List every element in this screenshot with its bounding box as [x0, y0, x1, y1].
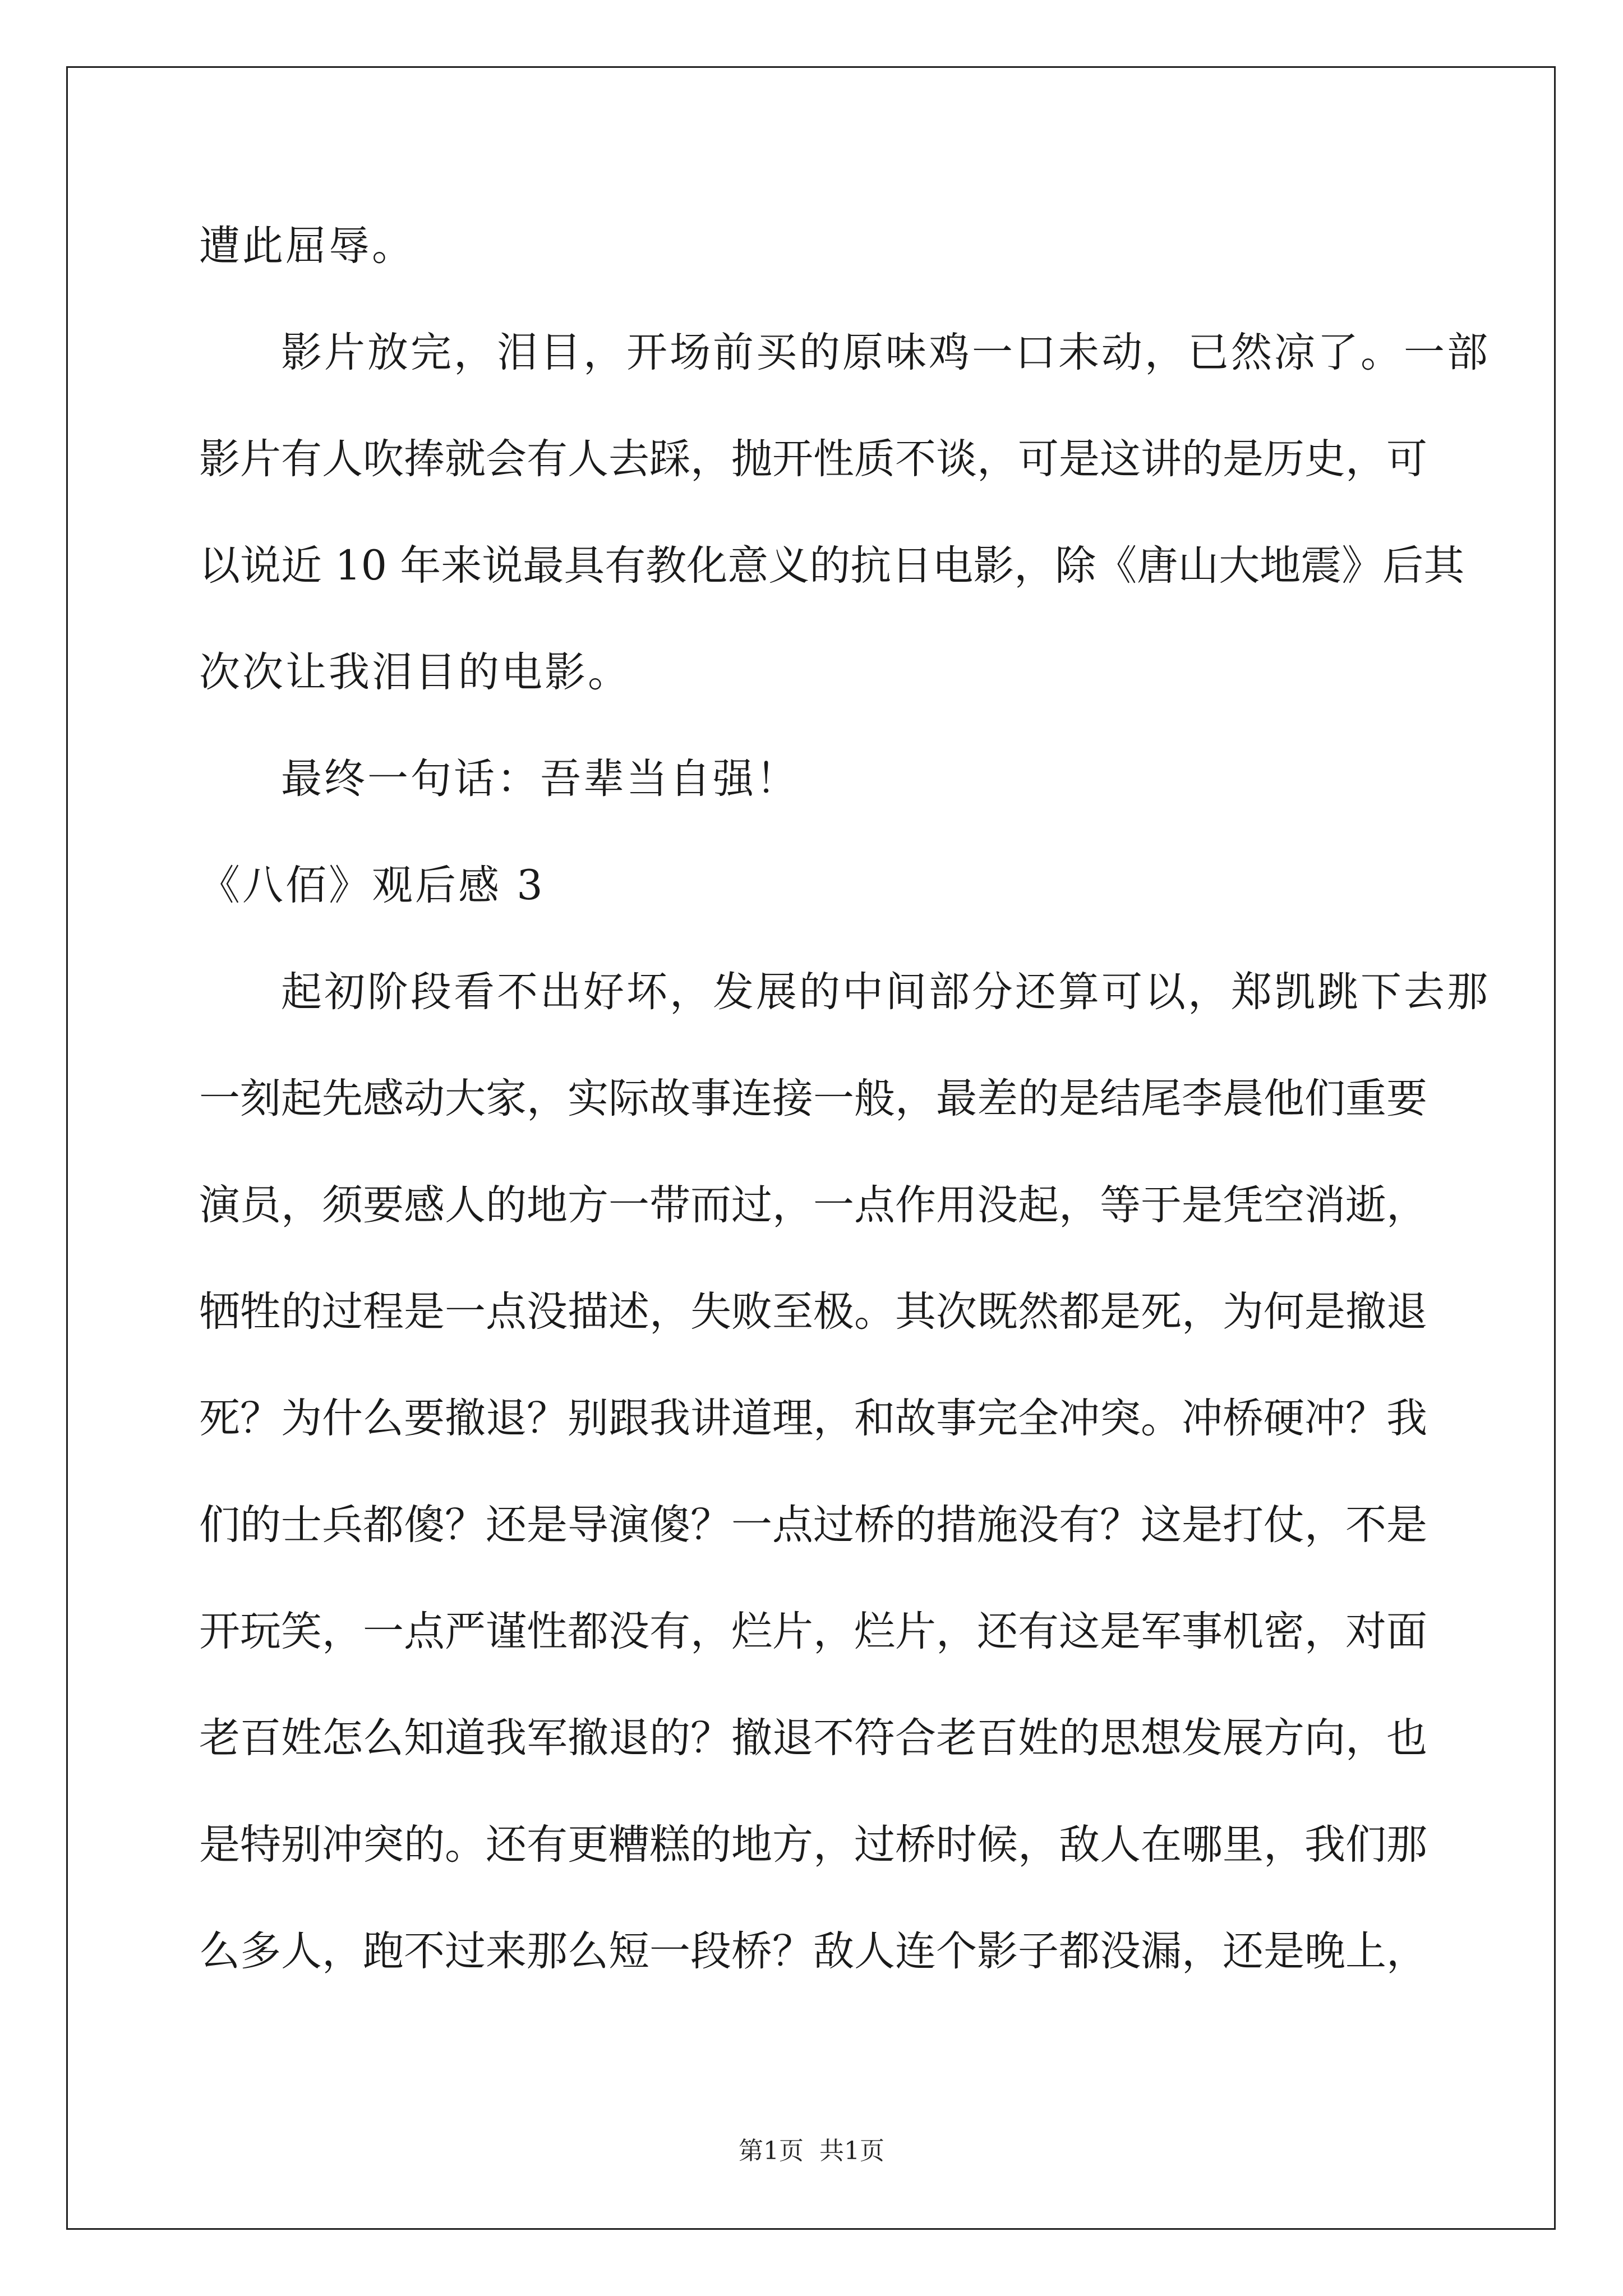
paragraph-line: 开玩笑，一点严谨性都没有，烂片，烂片，还有这是军事机密，对面 [199, 1608, 1427, 1655]
paragraph-line: 次次让我泪目的电影。 [199, 648, 631, 696]
paragraph-line: 以说近 10 年来说最具有教化意义的抗日电影，除《唐山大地震》后其 [199, 542, 1465, 590]
paragraph-line: 死？为什么要撤退？别跟我讲道理，和故事完全冲突。冲桥硬冲？我 [199, 1395, 1427, 1442]
page-footer: 第1页 共1页 [739, 2137, 884, 2165]
paragraph-line: 影片有人吹捧就会有人去踩，抛开性质不谈，可是这讲的是历史，可 [199, 435, 1427, 483]
paragraph-line: 起初阶段看不出好坏，发展的中间部分还算可以，郑凯跳下去那 [281, 968, 1490, 1016]
paragraph-line: 最终一句话：吾辈当自强！ [281, 755, 799, 803]
paragraph-line: 遭此屈辱。 [199, 222, 415, 270]
section-heading: 《八佰》观后感 3 [199, 862, 545, 909]
document-body [199, 219, 1490, 2031]
paragraph-line: 是特别冲突的。还有更糟糕的地方，过桥时候，敌人在哪里，我们那 [199, 1821, 1427, 1869]
paragraph-line: 一刻起先感动大家，实际故事连接一般，最差的是结尾李晨他们重要 [199, 1075, 1427, 1122]
paragraph-line: 老百姓怎么知道我军撤退的？撤退不符合老百姓的思想发展方向，也 [199, 1714, 1427, 1762]
paragraph-line: 演员，须要感人的地方一带而过，一点作用没起，等于是凭空消逝， [199, 1181, 1427, 1229]
paragraph-line: 们的士兵都傻？还是导演傻？一点过桥的措施没有？这是打仗，不是 [199, 1501, 1427, 1549]
paragraph-line: 牺牲的过程是一点没描述，失败至极。其次既然都是死，为何是撤退 [199, 1288, 1427, 1336]
paragraph-line: 么多人，跑不过来那么短一段桥？敌人连个影子都没漏，还是晚上， [199, 1927, 1427, 1975]
paragraph-line: 影片放完，泪目，开场前买的原味鸡一口未动，已然凉了。一部 [281, 329, 1490, 376]
